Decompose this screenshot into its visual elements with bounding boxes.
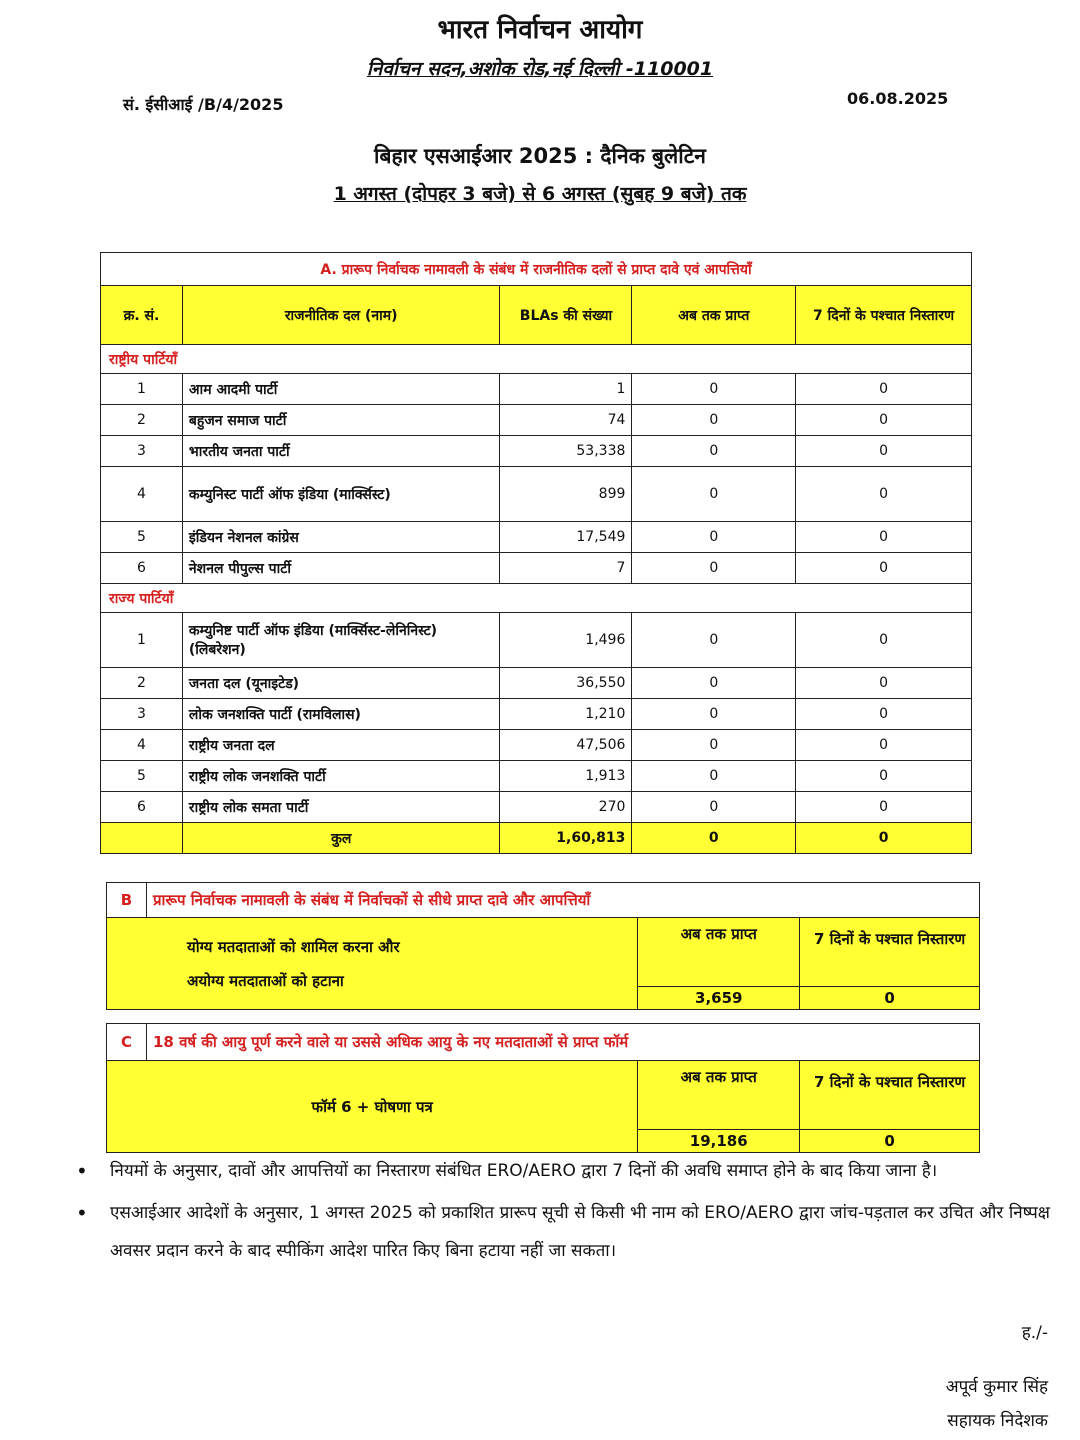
col-header-party: राजनीतिक दल (नाम): [182, 286, 500, 345]
party-row: [101, 761, 972, 792]
party-disposed: 0: [796, 792, 972, 823]
party-name: राष्ट्रीय लोक समता पार्टी: [182, 792, 500, 823]
section-b-title-row: [107, 883, 980, 918]
section-c-col-disposed: 7 दिनों के पश्चात निस्तारण: [800, 1061, 980, 1130]
party-name: राष्ट्रीय जनता दल: [182, 730, 500, 761]
party-row: [101, 374, 972, 405]
col-header-blas: BLAs की संख्या: [500, 286, 632, 345]
party-name: नेशनल पीपुल्स पार्टी: [182, 553, 500, 584]
party-blas: 47,506: [500, 730, 632, 761]
party-blas: 1: [500, 374, 632, 405]
signature-mark: ह./-: [1021, 1323, 1048, 1343]
party-received: 0: [632, 436, 796, 467]
state-parties-body: [101, 613, 972, 823]
party-name: जनता दल (यूनाइटेड): [182, 668, 500, 699]
party-sn: 6: [101, 553, 183, 584]
bulletin-period: 1 अगस्त (दोपहर 3 बजे) से 6 अगस्त (सुबह 9 बजे) तक: [333, 183, 747, 205]
party-row: [101, 730, 972, 761]
party-received: 0: [632, 730, 796, 761]
party-received: 0: [632, 374, 796, 405]
party-blas: 7: [500, 553, 632, 584]
party-blas: 1,913: [500, 761, 632, 792]
party-disposed: 0: [796, 699, 972, 730]
org-title: भारत निर्वाचन आयोग: [437, 15, 643, 45]
bulletin-title: बिहार एसआईआर 2025 : दैनिक बुलेटिन: [374, 144, 706, 168]
party-sn: 1: [101, 613, 183, 668]
party-sn: 4: [101, 467, 183, 522]
party-disposed: 0: [796, 668, 972, 699]
section-a-title: A. प्रारूप निर्वाचक नामावली के संबंध में राजनीतिक दलों से प्राप्त दावे एवं आपत्तियाँ: [101, 253, 972, 286]
party-received: 0: [632, 668, 796, 699]
party-received: 0: [632, 613, 796, 668]
section-a-title-row: [101, 253, 972, 286]
section-c-title: 18 वर्ष की आयु पूर्ण करने वाले या उससे अधिक आयु के नए मतदाताओं से प्राप्त फॉर्म: [146, 1024, 979, 1061]
party-name: बहुजन समाज पार्टी: [182, 405, 500, 436]
party-name: कम्युनिष्ट पार्टी ऑफ इंडिया (मार्क्सिस्ट-लेनिनिस्ट) (लिबरेशन): [182, 613, 500, 668]
party-row: [101, 668, 972, 699]
section-b-col-received: अब तक प्राप्त: [638, 918, 800, 987]
section-b-letter: B: [107, 883, 147, 918]
party-row: [101, 613, 972, 668]
section-c-table: [106, 1023, 980, 1153]
party-blas: 36,550: [500, 668, 632, 699]
party-disposed: 0: [796, 467, 972, 522]
party-name: कम्युनिस्ट पार्टी ऑफ इंडिया (मार्क्सिस्ट): [182, 467, 500, 522]
party-disposed: 0: [796, 553, 972, 584]
party-name: इंडियन नेशनल कांग्रेस: [182, 522, 500, 553]
total-received: 0: [632, 823, 796, 854]
party-sn: 4: [101, 730, 183, 761]
section-c-header-row: [107, 1061, 980, 1130]
party-blas: 899: [500, 467, 632, 522]
section-b-label-line2: अयोग्य मतदाताओं को हटाना: [187, 971, 344, 990]
party-row: [101, 467, 972, 522]
party-row: [101, 699, 972, 730]
party-row: [101, 405, 972, 436]
address-text: निर्वाचन सदन,अशोक रोड,नई दिल्ली: [366, 58, 620, 80]
total-blas: 1,60,813: [500, 823, 632, 854]
section-b-col-disposed: 7 दिनों के पश्चात निस्तारण: [800, 918, 980, 987]
section-c-received: 19,186: [638, 1130, 800, 1153]
party-blas: 17,549: [500, 522, 632, 553]
party-received: 0: [632, 405, 796, 436]
party-received: 0: [632, 792, 796, 823]
national-parties-body: [101, 374, 972, 584]
state-parties-row: [101, 584, 972, 613]
party-sn: 6: [101, 792, 183, 823]
national-parties-label: राष्ट्रीय पार्टियाँ: [101, 345, 972, 374]
address-pin: -110001: [619, 58, 714, 80]
party-sn: 5: [101, 522, 183, 553]
party-sn: 2: [101, 405, 183, 436]
section-b-received: 3,659: [638, 987, 800, 1010]
note-item: • नियमों के अनुसार, दावों और आपत्तियों का निस्तारण संबंधित ERO/AERO द्वारा 7 दिनों की अवधि समाप्त होने के बाद किया जाना है।: [70, 1152, 1050, 1190]
col-header-sn: क्र. सं.: [101, 286, 183, 345]
party-disposed: 0: [796, 522, 972, 553]
party-received: 0: [632, 553, 796, 584]
document-date: 06.08.2025: [847, 89, 949, 108]
section-a-header-row: [101, 286, 972, 345]
section-c-disposed: 0: [800, 1130, 980, 1153]
party-sn: 1: [101, 374, 183, 405]
party-sn: 2: [101, 668, 183, 699]
note-item: • एसआईआर आदेशों के अनुसार, 1 अगस्त 2025 को प्रकाशित प्रारूप सूची से किसी भी नाम को ERO/AERO द्वारा जांच-पड़ताल कर उचित और निष्पक्ष अवसर प्रदान करने के बाद स्पीकिंग आदेश पारित किए बिना हटाया नहीं जा सकता।: [70, 1194, 1050, 1270]
signatory-name: अपूर्व कुमार सिंह: [945, 1377, 1048, 1397]
national-parties-row: [101, 345, 972, 374]
party-name: राष्ट्रीय लोक जनशक्ति पार्टी: [182, 761, 500, 792]
reference-number: सं. ईसीआई /B/4/2025: [123, 95, 284, 114]
party-row: [101, 436, 972, 467]
party-sn: 5: [101, 761, 183, 792]
party-blas: 270: [500, 792, 632, 823]
party-blas: 1,210: [500, 699, 632, 730]
section-b-header-row: [107, 918, 980, 987]
section-c-col-received: अब तक प्राप्त: [638, 1061, 800, 1130]
party-disposed: 0: [796, 730, 972, 761]
section-b-label: [107, 918, 638, 1010]
party-sn: 3: [101, 436, 183, 467]
section-c-title-row: [107, 1024, 980, 1061]
col-header-disposed: 7 दिनों के पश्चात निस्तारण: [796, 286, 972, 345]
party-row: [101, 553, 972, 584]
party-sn: 3: [101, 699, 183, 730]
col-header-received: अब तक प्राप्त: [632, 286, 796, 345]
notes-list: [70, 1152, 1050, 1274]
party-disposed: 0: [796, 436, 972, 467]
org-address: [0, 55, 1080, 81]
total-empty-sn: [101, 823, 183, 854]
section-c-letter: C: [107, 1024, 147, 1061]
party-received: 0: [632, 761, 796, 792]
party-disposed: 0: [796, 761, 972, 792]
party-row: [101, 792, 972, 823]
total-disposed: 0: [796, 823, 972, 854]
party-name: भारतीय जनता पार्टी: [182, 436, 500, 467]
party-row: [101, 522, 972, 553]
section-b-label-line1: योग्य मतदाताओं को शामिल करना और: [187, 937, 400, 956]
total-row: [101, 823, 972, 854]
party-blas: 1,496: [500, 613, 632, 668]
section-a-table: [100, 252, 972, 854]
party-received: 0: [632, 467, 796, 522]
total-label: कुल: [182, 823, 500, 854]
party-name: लोक जनशक्ति पार्टी (रामविलास): [182, 699, 500, 730]
section-c-label: फॉर्म 6 + घोषणा पत्र: [107, 1061, 638, 1153]
state-parties-label: राज्य पार्टियाँ: [101, 584, 972, 613]
section-b-disposed: 0: [800, 987, 980, 1010]
party-disposed: 0: [796, 374, 972, 405]
party-received: 0: [632, 522, 796, 553]
party-blas: 53,338: [500, 436, 632, 467]
signatory-designation: सहायक निदेशक: [947, 1411, 1048, 1431]
party-name: आम आदमी पार्टी: [182, 374, 500, 405]
party-received: 0: [632, 699, 796, 730]
party-disposed: 0: [796, 613, 972, 668]
party-blas: 74: [500, 405, 632, 436]
party-disposed: 0: [796, 405, 972, 436]
section-b-table: [106, 882, 980, 1010]
section-b-title: प्रारूप निर्वाचक नामावली के संबंध में निर्वाचकों से सीधे प्राप्त दावे और आपत्तियाँ: [146, 883, 979, 918]
